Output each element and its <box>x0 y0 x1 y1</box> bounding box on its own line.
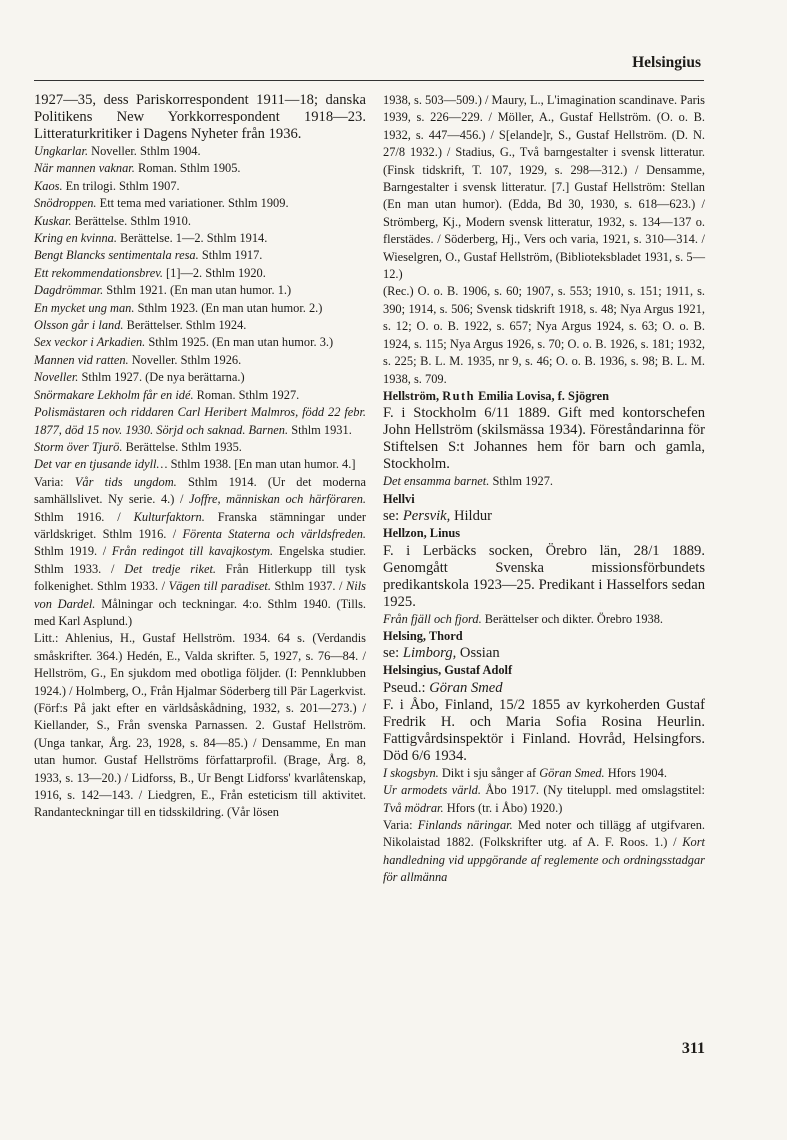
running-header: Helsingius <box>632 54 701 71</box>
entry-heading: Hellvi <box>383 491 415 506</box>
work-item: Polismästaren och riddaren Carl Heribert Malmros, född 22 febr. 1877, död 15 nov. 1930. Sörjd och saknad. Barnen. Sthlm 1931. <box>34 405 366 437</box>
entry-bio: F. i Lerbäcks socken, Örebro län, 28/1 1889. Genomgått Svenska missionsförbundets predikantskola 1923—25. Predikant i Hasselfors sedan 1925. <box>383 542 705 610</box>
work-item: Snörmakare Lekholm får en idé. Roman. Sthlm 1927. <box>34 387 300 402</box>
literature-paragraph: Litt.: Ahlenius, H., Gustaf Hellström. 1934. 64 s. (Verdandis småskrifter. 364.) Hedén, E., Valda skrifter. 5, 1927, s. 76—84. / Hellström, G., En sjukdom med obotliga följder. (I: Pennklubben 1924.) / Holmberg, O., Från Hjalmar Söderberg till Pär Lagerkvist. (Förf:s På jakt efter en världsåskådning, 1932, s. 201—273.) / Kiellander, S., Från svenska Parnassen. 2. Gustaf Hellström. (Unga tankar, Årg. 23, 1928, s. 84—85.) / Densamme, En man utan humor. Gustaf Hellströms författarprofil. (Brage, Årg. 8, 1933, s. 13—20.) / Lidforss, B., Ur Bengt Lidforss' kvarlåtenskap, 1916, s. 142—143. / Liedgren, E., Från esteticism till aktivitet. Randanteckningar till en tidsskildring. (Vår lösen <box>34 631 366 820</box>
work-item: Noveller. Sthlm 1927. (De nya berättarna.) <box>34 370 245 385</box>
see-reference: se: Persvik, Hildur <box>383 508 493 525</box>
entry-heading: Hellzon, Linus <box>383 526 461 541</box>
work-item: Det var en tjusande idyll… Sthlm 1938. [En man utan humor. 4.] <box>34 457 356 472</box>
work-item: Bengt Blancks sentimentala resa. Sthlm 1917. <box>34 248 263 263</box>
work-item: Snödroppen. Ett tema med variationer. Sthlm 1909. <box>34 196 289 211</box>
work-item: När mannen vaknar. Roman. Sthlm 1905. <box>34 161 241 176</box>
work-item: Olsson går i land. Berättelser. Sthlm 1924. <box>34 318 247 333</box>
work-item: Kuskar. Berättelse. Sthlm 1910. <box>34 213 191 228</box>
literature-continued: 1938, s. 503—509.) / Maury, L., L'imagination scandinave. Paris 1939, s. 226—229. / Möller, A., Gustaf Hellström. (O. o. B. 1932, s. 447—456.) / S[elande]r, S., Gustaf Hellström. (D. N. 27/8 1932.) / Stadius, G., Två barngestalter i svensk litteratur. (Finsk tidskrift, T. 107, 1929, s. 298—312.) / Densamme, Barngestalter i svensk litteratur. [7.] Gustaf Hellström: Stellan (En man utan humor). (Edda, Bd 30, 1930, s. 618—623.) / Strömberg, Kj., Modern svensk litteratur, 1932, s. 134—137 o. flerstädes. / Söderberg, Hj., Vers och varia, 1921, s. 310—314. / Wieselgren, O., Gustaf Hellström, (Biblioteksbladet 1931, s. 5—12.) <box>383 93 705 282</box>
work-item: Mannen vid ratten. Noveller. Sthlm 1926. <box>34 352 242 367</box>
work-item: Kring en kvinna. Berättelse. 1—2. Sthlm 1914. <box>34 231 268 246</box>
entry-bio: F. i Stockholm 6/11 1889. Gift med kontorschefen John Hellström (skilsmässa 1934). Föreståndarinna för Stiftelsen S:t Johannes hem för barn och gamla, Stockholm. <box>383 405 705 473</box>
works-list <box>34 143 366 474</box>
entry-bio: F. i Åbo, Finland, 15/2 1855 av kyrkoherden Gustaf Fredrik H. och Maria Sofia Rosina Heurlin. Fattigvårdsinspektör i Finland. Hovråd, Helsingfors. Död 6/6 1934. <box>383 696 705 764</box>
work-item: En mycket ung man. Sthlm 1923. (En man utan humor. 2.) <box>34 300 323 315</box>
see-reference: se: Limborg, Ossian <box>383 645 500 662</box>
right-column <box>383 92 705 887</box>
work-item: I skogsbyn. Dikt i sju sånger af Göran Smed. Hfors 1904. <box>383 765 667 780</box>
work-item: Sex veckor i Arkadien. Sthlm 1925. (En man utan humor. 3.) <box>34 335 334 350</box>
work-item: Dagdrömmar. Sthlm 1921. (En man utan humor. 1.) <box>34 283 292 298</box>
reviews-paragraph: (Rec.) O. o. B. 1906, s. 60; 1907, s. 553; 1910, s. 151; 1911, s. 390; 1914, s. 506; Svensk tidskrift 1918, s. 48; Nya Argus 1921, s. 12; O. o. B. 1922, s. 657; Nya Argus 1924, s. 63; O. o. B. 1924, s. 115; Nya Argus 1926, s. 70; O. o. B. 1926, s. 181; 1932, s. 225; B. L. M. 1935, nr 9, s. 46; O. o. B. 1936, s. 98; B. L. M. 1938, s. 709. <box>383 284 705 386</box>
pseudonym: Pseud.: Göran Smed <box>383 679 503 696</box>
work-item: Det ensamma barnet. Sthlm 1927. <box>383 474 554 489</box>
work-item: Ungkarlar. Noveller. Sthlm 1904. <box>34 144 201 158</box>
header-rule <box>34 80 704 81</box>
entry-intro: 1927—35, dess Pariskorrespondent 1911—18; danska Politikens New Yorkkorrespondent 1918—23. Litteraturkritiker i Dagens Nyheter från 1936. <box>34 92 366 142</box>
varia-paragraph: Varia: Vår tids ungdom. Sthlm 1914. (Ur det moderna samhällslivet. Ny serie. 4.) / Joffre, människan och härföraren. Sthlm 1916. / Kulturfaktorn. Franska stämningar under världskriget. Sthlm 1916. / Förenta Staterna och världsfreden. Sthlm 1919. / Från redingot till kavajkostym. Engelska studier. Sthlm 1933. / Det tredje riket. Från Hitlerkupp till tysk folkenighet. Sthlm 1933. / Vägen till paradiset. Sthlm 1937. / Nils von Dardel. Målningar och teckningar. 4:o. Sthlm 1940. (Tills. med Karl Asplund.) <box>34 474 366 628</box>
entry-heading: Helsingius, Gustaf Adolf <box>383 663 513 678</box>
work-item: Ett rekommendationsbrev. [1]—2. Sthlm 1920. <box>34 265 266 280</box>
work-item: Storm över Tjurö. Berättelse. Sthlm 1935. <box>34 439 242 454</box>
work-item: Från fjäll och fjord. Berättelser och dikter. Örebro 1938. <box>383 611 663 626</box>
varia-paragraph: Varia: Finlands näringar. Med noter och tillägg af utgifvaren. Nikolaistad 1882. (Folkskrifter utg. af A. F. Roos. 1.) / Kort handledning vid uppgörande af reglemente och ordningsstadgar för allmänna <box>383 817 705 885</box>
work-item: Kaos. En trilogi. Sthlm 1907. <box>34 178 180 193</box>
entry-heading: Hellström, Ruth Emilia Lovisa, f. Sjögren <box>383 388 610 403</box>
entry-heading: Helsing, Thord <box>383 628 463 643</box>
page-number: 311 <box>681 1040 705 1057</box>
left-column <box>34 92 366 822</box>
work-item: Ur armodets värld. Åbo 1917. (Ny titeluppl. med omslagstitel: Två mödrar. Hfors (tr. i Åbo) 1920.) <box>383 783 705 815</box>
